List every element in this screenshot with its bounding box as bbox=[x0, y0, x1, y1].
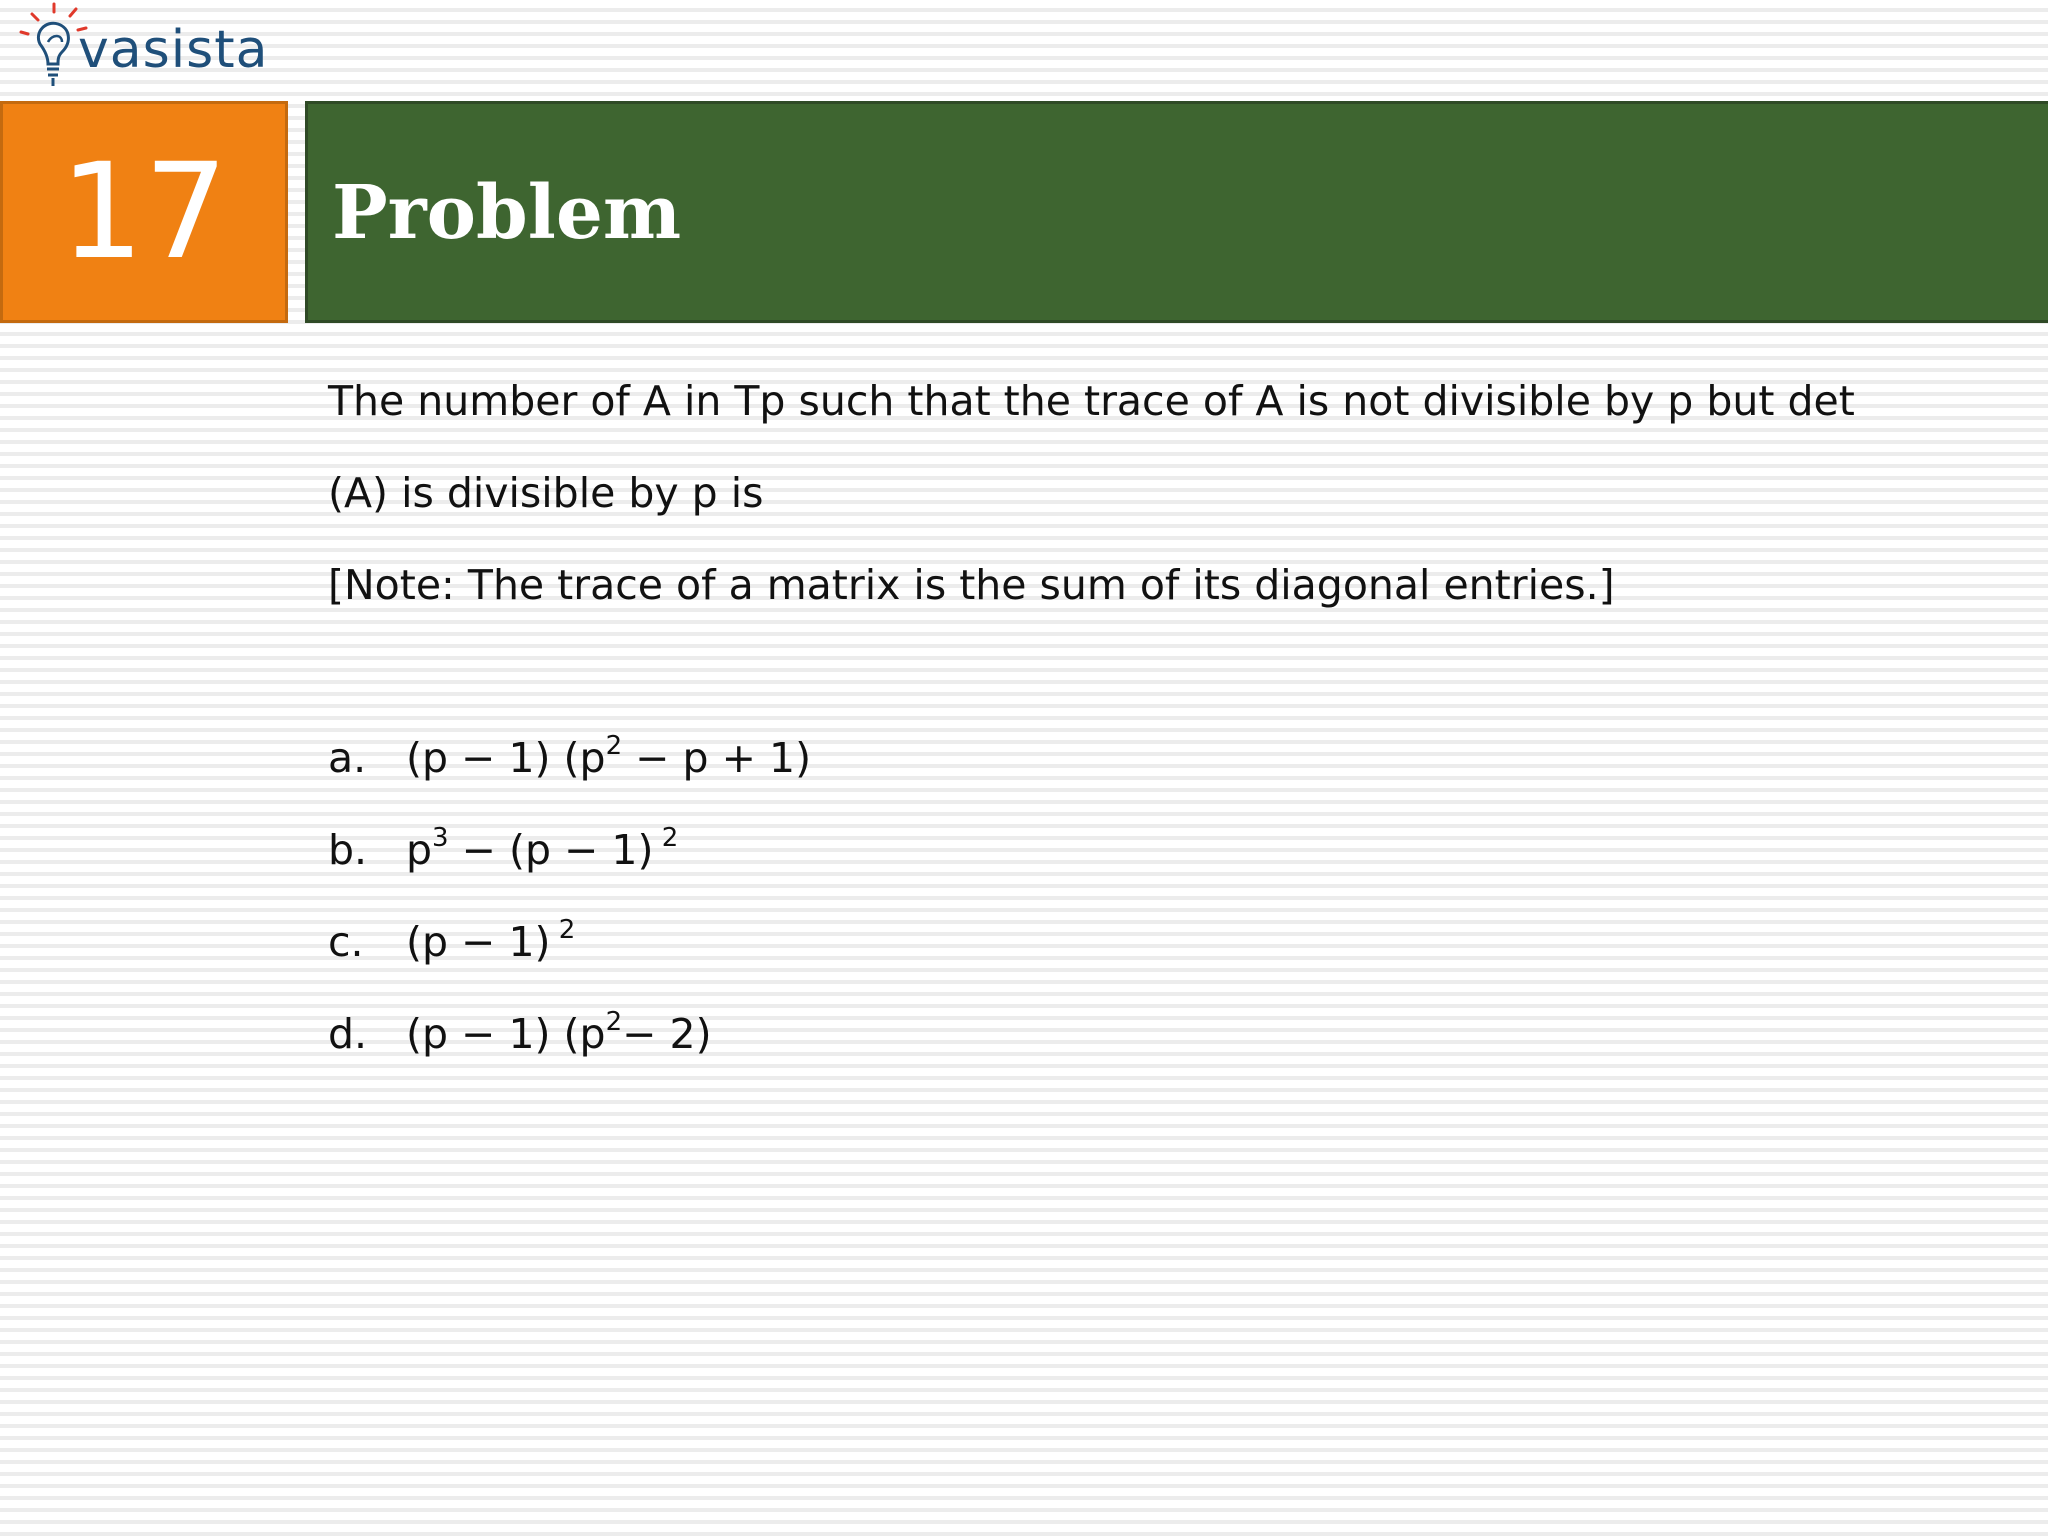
logo bbox=[18, 2, 288, 98]
title-bar bbox=[305, 101, 2048, 323]
slide-title: Problem bbox=[332, 170, 682, 256]
option-text: − (p − 1) bbox=[448, 826, 654, 874]
option-d[interactable] bbox=[328, 988, 811, 1080]
slide-number: 17 bbox=[60, 135, 228, 289]
superscript: 2 bbox=[550, 915, 576, 945]
superscript: 3 bbox=[432, 823, 449, 853]
slide-number-box bbox=[0, 101, 288, 323]
option-b[interactable] bbox=[328, 804, 811, 896]
option-text: (p − 1) (p bbox=[406, 734, 606, 782]
logo-text: vasista bbox=[78, 20, 269, 80]
option-text: − p + 1) bbox=[622, 734, 812, 782]
option-text: − 2) bbox=[622, 1010, 712, 1058]
option-a[interactable] bbox=[328, 712, 811, 804]
option-text: p bbox=[406, 826, 433, 874]
superscript: 2 bbox=[605, 731, 623, 761]
question-line: (A) is divisible by p is bbox=[328, 469, 764, 517]
option-letter: c. bbox=[328, 918, 364, 966]
answer-options bbox=[328, 712, 811, 1080]
question-text bbox=[328, 355, 2018, 631]
note-line: [Note: The trace of a matrix is the sum of its diagonal entries.] bbox=[328, 561, 1615, 609]
option-letter: a. bbox=[328, 734, 367, 782]
superscript: 2 bbox=[605, 1007, 623, 1037]
option-c[interactable] bbox=[328, 896, 811, 988]
superscript: 2 bbox=[653, 823, 679, 853]
option-letter: d. bbox=[328, 1010, 368, 1058]
option-text: (p − 1) bbox=[406, 918, 551, 966]
option-text: (p − 1) (p bbox=[406, 1010, 606, 1058]
option-letter: b. bbox=[328, 826, 368, 874]
question-line: The number of A in Tp such that the trace of A is not divisible by p but det bbox=[328, 377, 1855, 425]
